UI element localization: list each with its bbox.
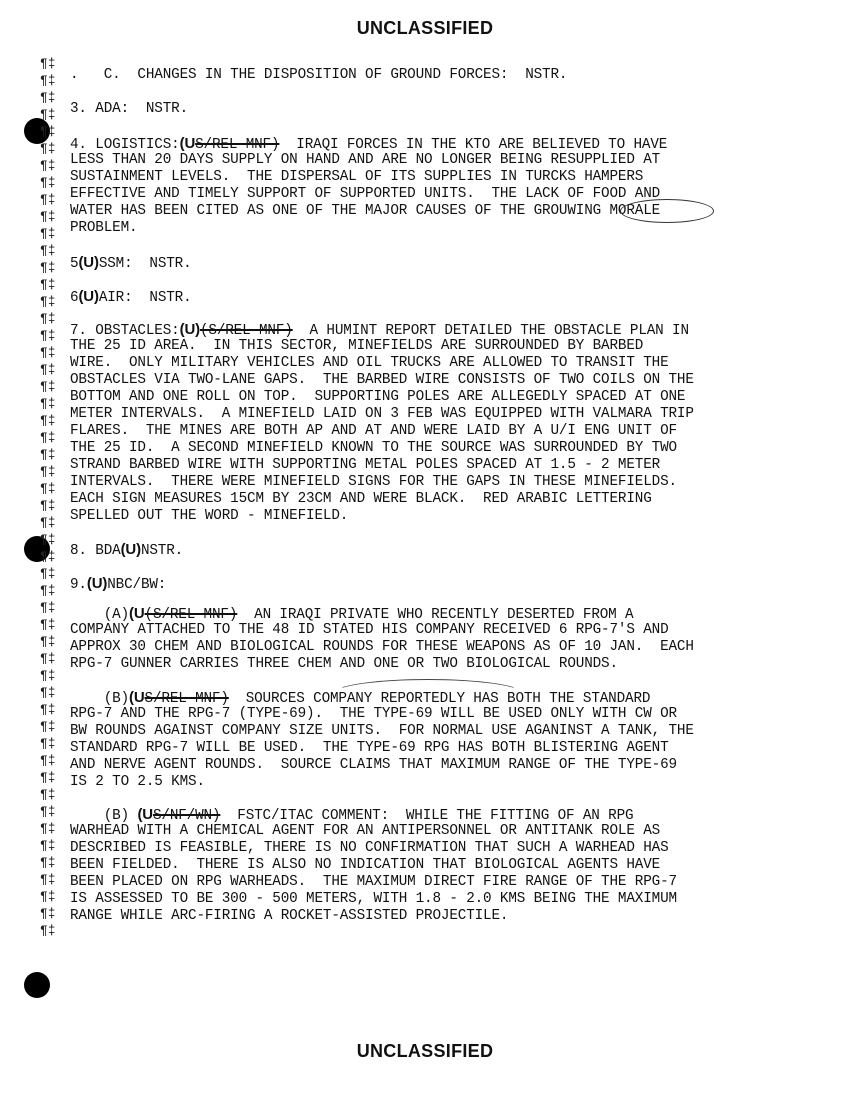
paragraph-mark: ¶‡: [40, 345, 56, 360]
paragraph-mark: ¶‡: [40, 158, 56, 173]
paragraph-mark: ¶‡: [40, 753, 56, 768]
obstacles-line: METER INTERVALS. A MINEFIELD LAID ON 3 FEB WAS EQUIPPED WITH VALMARA TRIP: [70, 406, 694, 422]
paragraph-mark: ¶‡: [40, 56, 56, 71]
paragraph-mark: ¶‡: [40, 634, 56, 649]
paragraph-mark: ¶‡: [40, 838, 56, 853]
paragraph-mark: ¶‡: [40, 719, 56, 734]
paragraph-mark: ¶‡: [40, 685, 56, 700]
nbc-line: 9.(U)NBC/BW:: [70, 575, 167, 593]
paragraph-mark: ¶‡: [40, 668, 56, 683]
logistics-line-5: WATER HAS BEEN CITED AS ONE OF THE MAJOR CAUSES OF THE GROUWING MORALE: [70, 203, 661, 219]
paragraph-mark: ¶‡: [40, 73, 56, 88]
punch-hole-bottom: [24, 972, 50, 998]
para-b1-line: STANDARD RPG-7 WILL BE USED. THE TYPE-69 RPG HAS BOTH BLISTERING AGENT: [70, 740, 669, 756]
paragraph-mark: ¶‡: [40, 651, 56, 666]
para-a-line: RPG-7 GUNNER CARRIES THREE CHEM AND ONE OR TWO BIOLOGICAL ROUNDS.: [70, 656, 618, 672]
para-b1-line: BW ROUNDS AGAINST COMPANY SIZE UNITS. FOR NORMAL USE AGANINST A TANK, THE: [70, 723, 694, 739]
para-b2-line-1: (B) (US/NF/WN) FSTC/ITAC COMMENT: WHILE THE FITTING OF AN RPG: [70, 806, 634, 824]
paragraph-mark: ¶‡: [40, 243, 56, 258]
paragraph-mark: ¶‡: [40, 413, 56, 428]
paragraph-mark: ¶‡: [40, 821, 56, 836]
handwritten-arc: [334, 679, 522, 707]
classification-banner-top: UNCLASSIFIED: [356, 18, 494, 38]
ada-line: 3. ADA: NSTR.: [70, 101, 189, 117]
paragraph-mark: ¶‡: [40, 328, 56, 343]
bda-line: 8. BDA(U)NSTR.: [70, 541, 184, 559]
paragraph-mark: ¶‡: [40, 889, 56, 904]
air-line: 6(U)AIR: NSTR.: [70, 288, 192, 306]
paragraph-mark: ¶‡: [40, 311, 56, 326]
logistics-line-1: 4. LOGISTICS:(US/REL MNF) IRAQI FORCES IN THE KTO ARE BELIEVED TO HAVE: [70, 135, 668, 153]
obstacles-line: FLARES. THE MINES ARE BOTH AP AND AT AND WERE LAID BY A U/I ENG UNIT OF: [70, 423, 677, 439]
paragraph-mark: ¶‡: [40, 260, 56, 275]
paragraph-mark: ¶‡: [40, 498, 56, 513]
para-b2-line: BEEN PLACED ON RPG WARHEADS. THE MAXIMUM DIRECT FIRE RANGE OF THE RPG-7: [70, 874, 677, 890]
paragraph-mark: ¶‡: [40, 617, 56, 632]
paragraph-mark: ¶‡: [40, 770, 56, 785]
ssm-line: 5(U)SSM: NSTR.: [70, 254, 192, 272]
paragraph-mark: ¶‡: [40, 787, 56, 802]
paragraph-mark: ¶‡: [40, 583, 56, 598]
paragraph-mark: ¶‡: [40, 226, 56, 241]
ground-forces-line: . C. CHANGES IN THE DISPOSITION OF GROUND FORCES: NSTR.: [70, 67, 568, 83]
paragraph-mark: ¶‡: [40, 549, 56, 564]
para-b1-line: IS 2 TO 2.5 KMS.: [70, 774, 205, 790]
paragraph-mark: ¶‡: [40, 736, 56, 751]
paragraph-mark: ¶‡: [40, 566, 56, 581]
paragraph-mark: ¶‡: [40, 362, 56, 377]
para-b2-line: BEEN FIELDED. THERE IS ALSO NO INDICATION THAT BIOLOGICAL AGENTS HAVE: [70, 857, 661, 873]
paragraph-mark: ¶‡: [40, 532, 56, 547]
paragraph-mark: ¶‡: [40, 430, 56, 445]
para-b1-line-1: (B)(US/REL MNF) SOURCES COMPANY REPORTEDLY HAS BOTH THE STANDARD: [70, 689, 651, 707]
paragraph-mark: ¶‡: [40, 396, 56, 411]
paragraph-mark: ¶‡: [40, 464, 56, 479]
paragraph-mark: ¶‡: [40, 141, 56, 156]
paragraph-mark: ¶‡: [40, 277, 56, 292]
paragraph-mark: ¶‡: [40, 804, 56, 819]
paragraph-mark: ¶‡: [40, 379, 56, 394]
obstacles-line: THE 25 ID. A SECOND MINEFIELD KNOWN TO THE SOURCE WAS SURROUNDED BY TWO: [70, 440, 677, 456]
obstacles-line: STRAND BARBED WIRE WITH SUPPORTING METAL POLES SPACED AT 1.5 - 2 METER: [70, 457, 661, 473]
para-a-line: APPROX 30 CHEM AND BIOLOGICAL ROUNDS FOR THESE WEAPONS AS OF 10 JAN. EACH: [70, 639, 694, 655]
paragraph-mark: ¶‡: [40, 175, 56, 190]
paragraph-mark: ¶‡: [40, 447, 56, 462]
paragraph-mark: ¶‡: [40, 124, 56, 139]
para-b2-line: RANGE WHILE ARC-FIRING A ROCKET-ASSISTED PROJECTILE.: [70, 908, 509, 924]
logistics-line-2: LESS THAN 20 DAYS SUPPLY ON HAND AND ARE NO LONGER BEING RESUPPLIED AT: [70, 152, 661, 168]
para-b2-line: IS ASSESSED TO BE 300 - 500 METERS, WITH 1.8 - 2.0 KMS BEING THE MAXIMUM: [70, 891, 677, 907]
paragraph-mark: ¶‡: [40, 294, 56, 309]
paragraph-mark: ¶‡: [40, 192, 56, 207]
para-a-line-1: (A)(U(S/REL MNF) AN IRAQI PRIVATE WHO RECENTLY DESERTED FROM A: [70, 605, 634, 623]
obstacles-line: EACH SIGN MEASURES 15CM BY 23CM AND WERE BLACK. RED ARABIC LETTERING: [70, 491, 652, 507]
obstacles-line: OBSTACLES VIA TWO-LANE GAPS. THE BARBED WIRE CONSISTS OF TWO COILS ON THE: [70, 372, 694, 388]
paragraph-mark: ¶‡: [40, 923, 56, 938]
para-b2-line: DESCRIBED IS FEASIBLE, THERE IS NO CONFIRMATION THAT SUCH A WARHEAD HAS: [70, 840, 669, 856]
paragraph-mark: ¶‡: [40, 702, 56, 717]
logistics-line-4: EFFECTIVE AND TIMELY SUPPORT OF SUPPORTED UNITS. THE LACK OF FOOD AND: [70, 186, 661, 202]
obstacles-line: BOTTOM AND ONE ROLL ON TOP. SUPPORTING POLES ARE ALLEGEDLY SPACED AT ONE: [70, 389, 686, 405]
para-b1-line-2: RPG-7 AND THE RPG-7 (TYPE-69). THE TYPE-69 WILL BE USED ONLY WITH CW OR: [70, 706, 677, 722]
obstacles-line: INTERVALS. THERE WERE MINEFIELD SIGNS FOR THE GAPS IN THESE MINEFIELDS.: [70, 474, 677, 490]
obstacles-line-1: 7. OBSTACLES:(U)(S/REL MNF) A HUMINT REPORT DETAILED THE OBSTACLE PLAN IN: [70, 321, 689, 339]
paragraph-mark: ¶‡: [40, 515, 56, 530]
handwritten-circle: [620, 199, 714, 223]
paragraph-mark: ¶‡: [40, 481, 56, 496]
paragraph-mark: ¶‡: [40, 600, 56, 615]
paragraph-mark: ¶‡: [40, 855, 56, 870]
obstacles-line: THE 25 ID AREA. IN THIS SECTOR, MINEFIELDS ARE SURROUNDED BY BARBED: [70, 338, 644, 354]
paragraph-mark: ¶‡: [40, 209, 56, 224]
paragraph-mark: ¶‡: [40, 90, 56, 105]
obstacles-line: WIRE. ONLY MILITARY VEHICLES AND OIL TRUCKS ARE ALLOWED TO TRANSIT THE: [70, 355, 669, 371]
paragraph-mark: ¶‡: [40, 906, 56, 921]
paragraph-mark: ¶‡: [40, 872, 56, 887]
logistics-line-6: PROBLEM.: [70, 220, 138, 236]
logistics-line-3: SUSTAINMENT LEVELS. THE DISPERSAL OF ITS SUPPLIES IN TURCKS HAMPERS: [70, 169, 644, 185]
para-a-line: COMPANY ATTACHED TO THE 48 ID STATED HIS COMPANY RECEIVED 6 RPG-7'S AND: [70, 622, 669, 638]
para-b1-line: AND NERVE AGENT ROUNDS. SOURCE CLAIMS THAT MAXIMUM RANGE OF THE TYPE-69: [70, 757, 677, 773]
para-b2-line: WARHEAD WITH A CHEMICAL AGENT FOR AN ANTIPERSONNEL OR ANTITANK ROLE AS: [70, 823, 661, 839]
paragraph-mark: ¶‡: [40, 107, 56, 122]
obstacles-line: SPELLED OUT THE WORD - MINEFIELD.: [70, 508, 349, 524]
classification-banner-bottom: UNCLASSIFIED: [356, 1041, 494, 1061]
